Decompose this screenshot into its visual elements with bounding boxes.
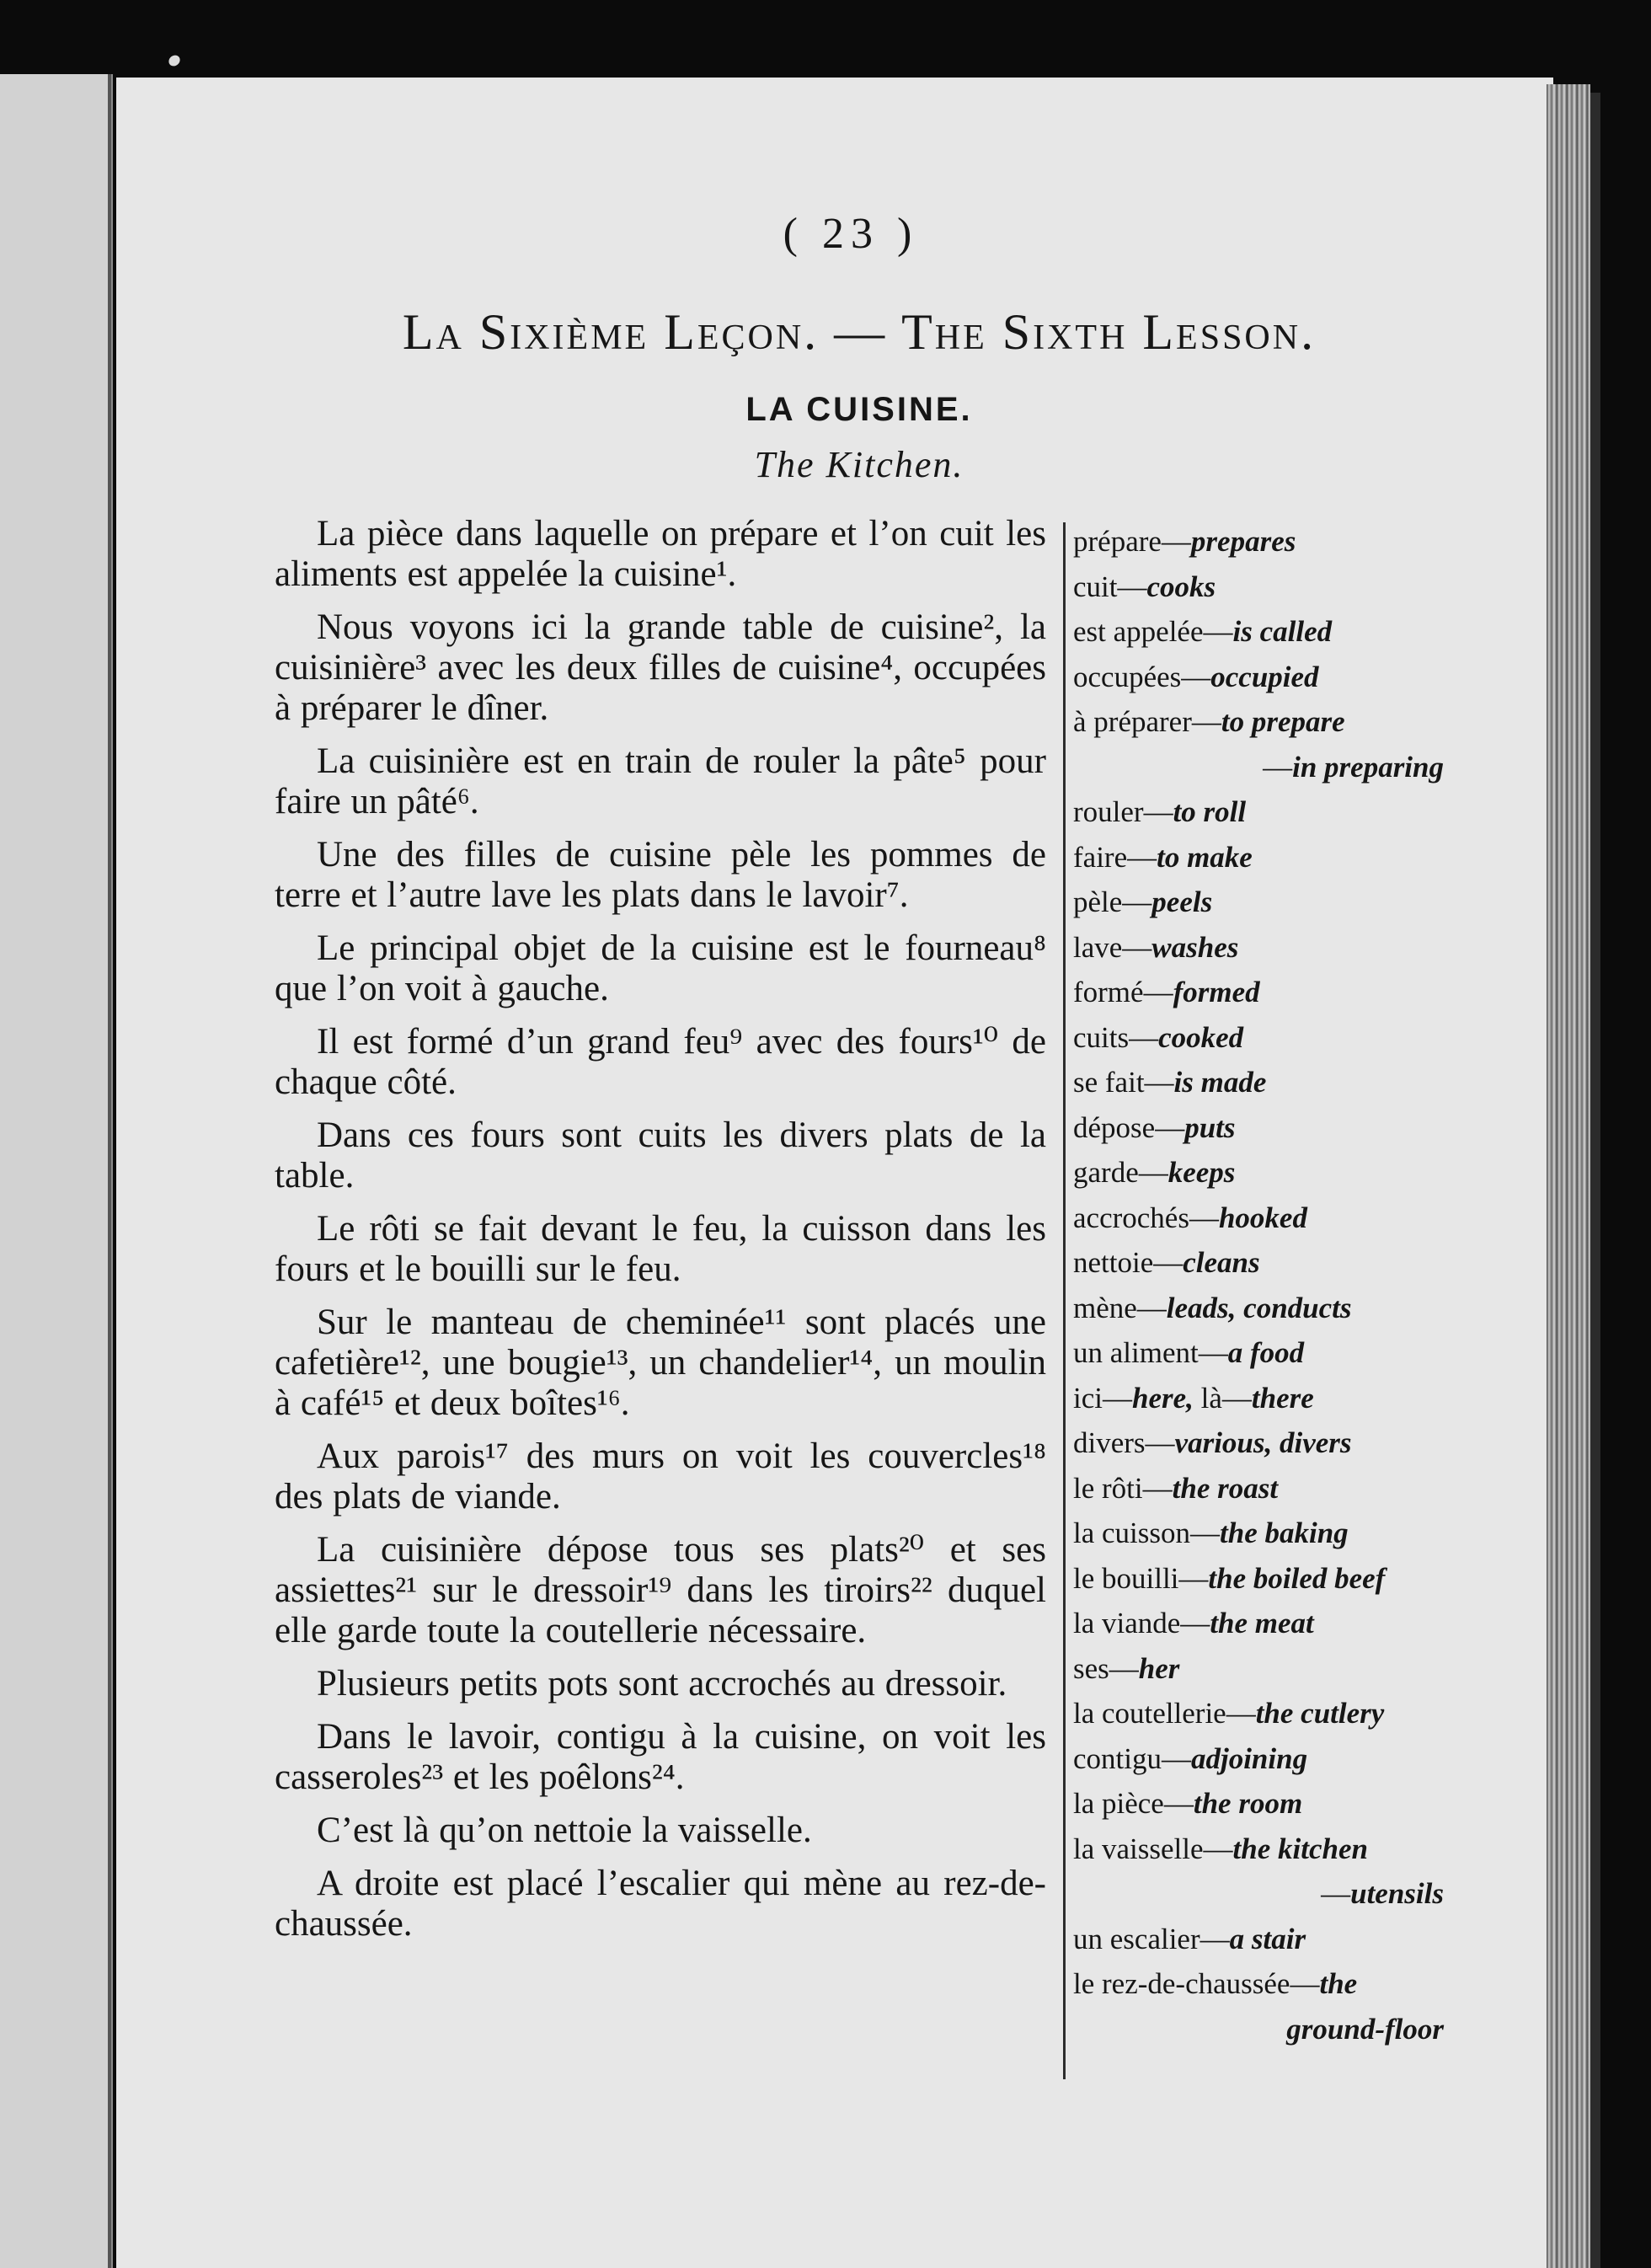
vocab-entry xyxy=(1073,1556,1444,1602)
vocab-english: to make xyxy=(1157,840,1253,874)
vocab-french: la cuisson— xyxy=(1073,1516,1221,1549)
vocab-french: nettoie— xyxy=(1073,1246,1183,1279)
vocab-english: cleans xyxy=(1183,1246,1260,1279)
vocab-english: leads, conducts xyxy=(1166,1291,1352,1324)
vocab-entry xyxy=(1073,1286,1444,1331)
vocab-english: the meat xyxy=(1210,1607,1314,1639)
paragraph: Sur le manteau de cheminée¹¹ sont placés une cafetière¹², une bougie¹³, un chandelier¹⁴, un moulin à café¹⁵ et deux boîtes¹⁶. xyxy=(275,1302,1046,1423)
vocab-english: to prepare xyxy=(1221,705,1345,738)
column-divider xyxy=(1063,522,1066,2079)
vocab-french: un escalier— xyxy=(1073,1922,1230,1955)
vocab-entry xyxy=(1073,1060,1444,1105)
vocab-entry xyxy=(1073,1240,1444,1286)
vocab-english: there xyxy=(1251,1381,1314,1415)
vocab-entry xyxy=(1073,1196,1444,1241)
vocab-french: le rez-de-chaussée— xyxy=(1073,1967,1320,2000)
paragraph: A droite est placé l’escalier qui mène au rez-de-chaussée. xyxy=(275,1864,1046,1944)
vocab-french: contigu— xyxy=(1073,1741,1191,1775)
lesson-title: La Sixième Leçon. — The Sixth Lesson. xyxy=(402,304,1317,360)
vocab-english: a food xyxy=(1227,1336,1305,1369)
vocab-entry xyxy=(1073,1330,1444,1376)
vocab-entry xyxy=(1073,835,1444,880)
vocab-french: cuits— xyxy=(1073,1020,1159,1054)
vocab-entry xyxy=(1073,970,1444,1015)
vocab-entry xyxy=(1073,655,1444,700)
vocab-entry xyxy=(1073,564,1444,610)
vocab-entry xyxy=(1073,609,1444,655)
paragraph: Aux parois¹⁷ des murs on voit les couvercles¹⁸ des plats de viande. xyxy=(275,1436,1046,1516)
vocab-english: occupied xyxy=(1210,660,1319,693)
vocab-english: formed xyxy=(1173,976,1260,1008)
vocab-english: peels xyxy=(1151,885,1213,918)
paragraph: Le principal objet de la cuisine est le fourneau⁸ que l’on voit à gauche. xyxy=(275,928,1046,1008)
vocab-entry xyxy=(1073,1420,1444,1466)
vocab-french: — xyxy=(1263,750,1293,784)
vocab-entry xyxy=(1073,1511,1444,1556)
vocab-english: the kitchen xyxy=(1232,1832,1368,1865)
paragraph: Une des filles de cuisine pèle les pommes de terre et l’autre lave les plats dans le lavoir⁷. xyxy=(275,835,1046,915)
paragraph: Nous voyons ici la grande table de cuisine², la cuisinière³ avec les deux filles de cuisine⁴, occupées à préparer le dîner. xyxy=(275,607,1046,728)
vocab-french: faire— xyxy=(1073,840,1157,874)
section-subtitle: The Kitchen. xyxy=(754,444,964,485)
paragraph: Dans ces fours sont cuits les divers plats de la table. xyxy=(275,1115,1046,1196)
vocab-french: prépare— xyxy=(1073,525,1191,558)
vocab-english: prepares xyxy=(1190,525,1296,558)
vocab-french: ici— xyxy=(1073,1381,1132,1415)
vocab-french: là— xyxy=(1193,1381,1252,1415)
vocab-french: formé— xyxy=(1073,976,1173,1008)
paragraph: C’est là qu’on nettoie la vaisselle. xyxy=(317,1811,812,1850)
vocab-entry xyxy=(1073,1917,1444,1962)
vocab-entry xyxy=(1073,699,1444,745)
vocab-english: the baking xyxy=(1220,1516,1349,1549)
vocab-french: lave— xyxy=(1073,930,1152,964)
vocab-french: dépose— xyxy=(1073,1110,1185,1144)
vocab-french: rouler— xyxy=(1073,795,1173,828)
vocab-english: various, divers xyxy=(1174,1426,1352,1459)
vocab-entry xyxy=(1073,1376,1444,1421)
vocab-english: cooked xyxy=(1158,1020,1244,1054)
paragraph: Il est formé d’un grand feu⁹ avec des fours¹⁰ de chaque côté. xyxy=(275,1022,1046,1102)
vocab-entry xyxy=(1073,880,1444,925)
vocab-english: in preparing xyxy=(1292,750,1444,784)
vocab-entry xyxy=(1073,1466,1444,1511)
vocab-french: occupées— xyxy=(1073,660,1211,693)
vocab-english: cooks xyxy=(1146,570,1216,603)
lesson-text xyxy=(275,514,1046,1957)
vocab-english: is called xyxy=(1232,615,1333,648)
vocab-entry xyxy=(1073,519,1444,564)
vocab-entry xyxy=(1073,1105,1444,1151)
vocab-english: a stair xyxy=(1229,1922,1306,1955)
vocab-french: le rôti— xyxy=(1073,1471,1173,1505)
vocab-french: la vaisselle— xyxy=(1073,1832,1233,1865)
vocab-french: la coutellerie— xyxy=(1073,1697,1256,1730)
vocab-entry xyxy=(1073,1736,1444,1782)
vocab-english: the cutlery xyxy=(1255,1697,1385,1730)
vocab-french: garde— xyxy=(1073,1156,1168,1189)
page-number: ( 23 ) xyxy=(783,210,919,258)
vocab-french: est appelée— xyxy=(1073,615,1233,648)
vocab-entry xyxy=(1073,745,1444,790)
vocab-french: un aliment— xyxy=(1073,1336,1228,1369)
vocab-entry xyxy=(1073,1827,1444,1872)
paragraph: Plusieurs petits pots sont accrochés au dressoir. xyxy=(317,1664,1007,1704)
vocab-english: the room xyxy=(1193,1787,1303,1820)
vocab-english: adjoining xyxy=(1190,1741,1308,1775)
section-title: LA CUISINE. xyxy=(745,391,973,428)
vocab-english: hooked xyxy=(1218,1201,1307,1234)
paragraph: Dans le lavoir, contigu à la cuisine, on voit les casseroles²³ et les poêlons²⁴. xyxy=(275,1717,1046,1797)
vocab-english: her xyxy=(1138,1651,1180,1685)
vocab-french: pèle— xyxy=(1073,885,1152,918)
vocab-english: utensils xyxy=(1350,1877,1444,1910)
vocab-french: ses— xyxy=(1073,1651,1139,1685)
vocab-english: is made xyxy=(1173,1066,1267,1099)
vocab-english: here, xyxy=(1131,1381,1194,1415)
ink-speck xyxy=(167,53,182,68)
vocab-english: puts xyxy=(1184,1110,1236,1144)
vocab-entry xyxy=(1073,1646,1444,1692)
vocab-french: la viande— xyxy=(1073,1607,1210,1639)
paragraph: Le rôti se fait devant le feu, la cuisson dans les fours et le bouilli sur le feu. xyxy=(275,1209,1046,1289)
vocab-french: accrochés— xyxy=(1073,1201,1219,1234)
vocab-entry xyxy=(1073,1150,1444,1196)
vocab-entry xyxy=(1073,1015,1444,1061)
vocab-french: se fait— xyxy=(1073,1066,1174,1099)
vocab-french: — xyxy=(1321,1877,1351,1910)
vocab-english: keeps xyxy=(1167,1156,1236,1189)
vocab-french: divers— xyxy=(1073,1426,1175,1459)
vocab-entry xyxy=(1073,1871,1444,1917)
vocab-entry xyxy=(1073,1961,1444,2007)
paragraph: La cuisinière est en train de rouler la pâte⁵ pour faire un pâté⁶. xyxy=(275,741,1046,821)
vocabulary-list xyxy=(1073,519,1444,2051)
vocab-entry xyxy=(1073,1781,1444,1827)
vocab-entry xyxy=(1073,925,1444,971)
vocab-entry xyxy=(1073,789,1444,835)
vocab-entry xyxy=(1073,1691,1444,1736)
vocab-french: à préparer— xyxy=(1073,705,1221,738)
vocab-english: the xyxy=(1319,1967,1358,2000)
vocab-english: the boiled beef xyxy=(1208,1561,1386,1595)
vocab-english: to roll xyxy=(1173,795,1247,828)
vocab-french: mène— xyxy=(1073,1291,1167,1324)
vocab-english: ground-floor xyxy=(1286,2012,1444,2046)
vocab-english: washes xyxy=(1151,930,1239,964)
vocab-french: le bouilli— xyxy=(1073,1561,1209,1595)
vocab-french: la pièce— xyxy=(1073,1787,1194,1820)
paragraph: La cuisinière dépose tous ses plats²⁰ et ses assiettes²¹ sur le dressoir¹⁹ dans les tiroirs²² duquel elle garde toute la coutellerie nécessaire. xyxy=(275,1530,1046,1650)
paragraph: La pièce dans laquelle on prépare et l’on cuit les aliments est appelée la cuisine¹. xyxy=(275,514,1046,594)
vocab-entry xyxy=(1073,1601,1444,1646)
vocab-english: the roast xyxy=(1172,1471,1279,1505)
vocab-entry xyxy=(1073,2007,1444,2052)
vocab-french: cuit— xyxy=(1073,570,1147,603)
